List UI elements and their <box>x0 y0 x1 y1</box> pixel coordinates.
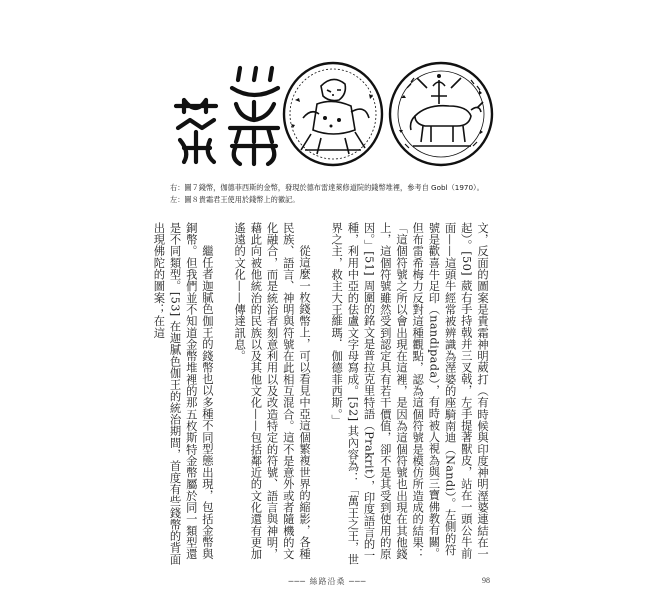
paragraph: 繼任者迦膩色伽王的錢幣也以多種不同型態出現，包括金幣與銅幣。但我們並不知道金幣堆裡的那五枚斯特金幣屬於同一類型還是不同類型。[53] 在迦膩色伽王的統治期間，首度有些錢幣的背面出現佛陀的圖案；在這 <box>152 222 214 566</box>
figure-caption-left: 左：圖８貴霜君王使用於錢幣上的徽記。 <box>170 195 300 204</box>
paragraph-break <box>312 222 328 223</box>
page-number: 98 <box>482 576 490 585</box>
running-footer-title: ─── 絲路沿桑 ─── <box>288 577 367 586</box>
paragraph: 文，反面的圖案是貴霜神明葳打（有時候與印度神明溼婆連結在一起）。[50] 葳右手持戟并三叉戟，左手提著獸皮，站在一頭公牛前面——這頭牛經常被辨識為溼婆的座騎南迪（Nandi）。左側的符號是歡喜牛足印（nandipada），有時被人視為與三寶佛教有關。但布雷希梅力反對這種觀點，認為這個符號是模仿所造成的結果：「這個符號之所以會出現在這裡，是因為這個符號也出現在其他錢上，這個符號雖然受到認定具有若干價值，卻不是其受到使用的原因。」[51] 周圍的銘文是普拉克里特語（Prakrit），印度語言的一種，利用中亞的佉盧文字母寫成。[52] 其內容為：「萬王之王，世界之主，救主大王維瑪．伽德菲西斯。」 <box>330 222 489 566</box>
figure-caption-right: 右：圖７錢幣，伽德菲西斯的金幣，發現於德布雷達萊修道院的錢幣堆裡，參考自 Gobl（1970）。 <box>170 183 484 192</box>
body-text <box>152 222 490 567</box>
coin-bull <box>387 60 495 168</box>
coin-rider <box>281 60 385 168</box>
paragraph-break <box>215 222 231 223</box>
inscription-glyphs <box>170 62 288 168</box>
paragraph: 從這麼一枚錢幣上，可以看見中亞這個繁複世界的縮影，各種民族、語言、神明與符號在此相互混合。這不是意外或者隨機的文化融合，而是統治者刻意利用以及改造特定的符號、語言與神明，藉此向被他統治的民族以及其他文化——包括鄰近的文化還有更加遙遠的文化——傳達訊息。 <box>233 222 311 560</box>
